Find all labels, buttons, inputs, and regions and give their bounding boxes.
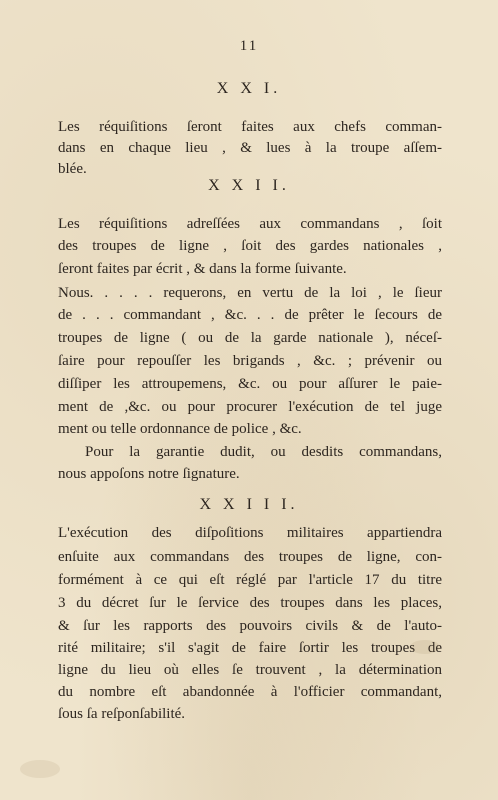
text-line: ſeront faites par écrit , & dans la forme ſuivante. [58, 261, 347, 277]
text-line: 3 du décret ſur le ſervice des troupes dans les places, [58, 595, 442, 611]
text-line: de . . . commandant , &c. . . de prêter le ſecours de [58, 307, 442, 323]
text-line: troupes de ligne ( ou de la garde nationale ), néceſ- [58, 330, 442, 346]
text-line: & ſur les rapports des pouvoirs civils & de l'auto- [58, 618, 442, 634]
text-line: Les réquiſitions adreſſées aux commandans , ſoit [58, 216, 442, 232]
text-line: du nombre eſt abandonnée à l'officier commandant, [58, 684, 442, 700]
text-line: ligne du lieu où elles ſe trouvent , la détermination [58, 662, 442, 678]
text-line: Nous. . . . . requerons, en vertu de la loi , le ſieur [58, 285, 442, 301]
text-line: formément à ce qui eſt réglé par l'article 17 du titre [58, 572, 442, 588]
text-line: enſuite aux commandans des troupes de ligne, con- [58, 549, 442, 565]
text-line: ment de ,&c. ou pour procurer l'exécution de tel juge [58, 399, 442, 415]
section-heading-xxi: X X I. [216, 80, 282, 97]
text-line: des troupes de ligne , ſoit des gardes nationales , [58, 238, 442, 254]
text-line: rité militaire; s'il s'agit de faire ſortir les troupes de [58, 640, 442, 656]
section-heading-xxii: X X I I. [208, 177, 290, 194]
text-line: dans en chaque lieu , & lues à la troupe aſſem- [58, 140, 442, 156]
section-heading-xxiii: X X I I I. [199, 496, 299, 513]
paper-stain [410, 640, 440, 654]
text-line: Pour la garantie dudit, ou desdits commandans, [85, 444, 442, 460]
text-line: nous appoſons notre ſignature. [58, 466, 240, 482]
text-line: ment ou telle ordonnance de police , &c. [58, 421, 302, 437]
text-line: Les réquiſitions ſeront faites aux chefs comman- [58, 119, 442, 135]
text-line: ſaire pour repouſſer les brigands , &c. ; prévenir ou [58, 353, 442, 369]
paper-stain [20, 760, 60, 778]
text-line: diſſiper les attroupemens, &c. ou pour aſſurer le paie- [58, 376, 442, 392]
page-number: 11 [239, 38, 259, 54]
text-line: L'exécution des diſpoſitions militaires appartiendra [58, 525, 442, 541]
text-line: ſous ſa reſponſabilité. [58, 706, 186, 722]
text-line: blée. [58, 161, 87, 177]
